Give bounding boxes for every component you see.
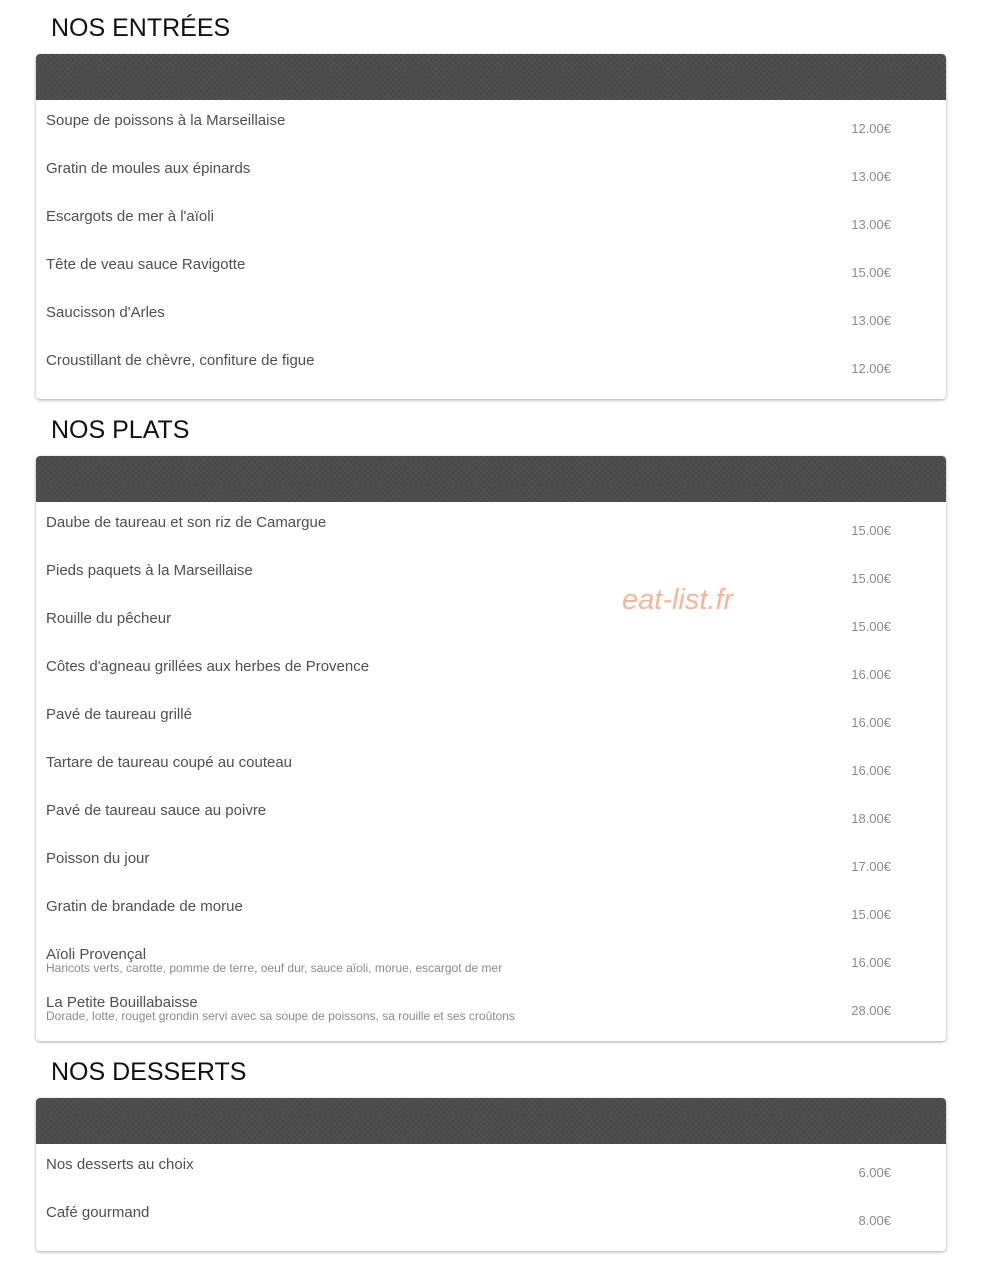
menu-item [36,244,946,292]
menu-item-name: Pavé de taureau sauce au poivre [46,802,267,819]
menu-card-desserts [36,1098,946,1251]
menu-item-name: Côtes d'agneau grillées aux herbes de Provence [46,658,370,675]
menu-item-name: Escargots de mer à l'aïoli [46,208,214,225]
menu-item [36,742,946,790]
menu-item [36,340,946,388]
menu-item-price: 15.00€ [851,523,891,538]
menu-item-name: Pieds paquets à la Marseillaise [46,562,253,579]
menu-item-price: 17.00€ [851,859,891,874]
menu-item-price: 16.00€ [851,667,891,682]
card-header-bar [36,456,946,502]
section-title-entrees: NOS ENTRÉES [51,14,231,42]
item-list-desserts [36,1144,946,1240]
menu-item [36,838,946,886]
item-list-plats [36,502,946,1030]
section-title-plats: NOS PLATS [51,416,190,444]
menu-card-entrees [36,54,946,399]
menu-item-name: Nos desserts au choix [46,1156,194,1173]
menu-item-price: 28.00€ [851,1003,891,1018]
menu-item [36,598,946,646]
menu-item-price: 13.00€ [851,169,891,184]
menu-item-price: 15.00€ [851,907,891,922]
menu-item-name: Tartare de taureau coupé au couteau [46,754,293,771]
menu-item-name: Saucisson d'Arles [46,304,165,321]
menu-item-price: 18.00€ [851,811,891,826]
menu-item [36,694,946,742]
menu-item-price: 16.00€ [851,763,891,778]
menu-item-name: Aïoli Provençal [46,946,147,963]
menu-item [36,934,946,982]
menu-item-price: 15.00€ [851,619,891,634]
menu-item-name: Poisson du jour [46,850,150,867]
menu-item-price: 16.00€ [851,955,891,970]
menu-item [36,646,946,694]
menu-item [36,1144,946,1192]
menu-item-price: 16.00€ [851,715,891,730]
menu-item-name: La Petite Bouillabaisse [46,994,198,1011]
item-list-entrees [36,100,946,388]
menu-item [36,100,946,148]
menu-item-name: Gratin de brandade de morue [46,898,243,915]
menu-item-price: 8.00€ [858,1213,891,1228]
menu-item [36,550,946,598]
menu-item-price: 13.00€ [851,217,891,232]
menu-item-name: Café gourmand [46,1204,150,1221]
menu-item [36,790,946,838]
menu-item-price: 12.00€ [851,361,891,376]
menu-item-name: Rouille du pêcheur [46,610,172,627]
menu-item [36,196,946,244]
watermark-text: eat-list.fr [622,584,734,616]
menu-item-price: 6.00€ [858,1165,891,1180]
menu-item [36,886,946,934]
menu-item [36,982,946,1030]
menu-item [36,148,946,196]
menu-item-name: Gratin de moules aux épinards [46,160,251,177]
menu-item-name: Croustillant de chèvre, confiture de figue [46,352,315,369]
menu-item-name: Tête de veau sauce Ravigotte [46,256,246,273]
menu-item-price: 12.00€ [851,121,891,136]
menu-item-price: 15.00€ [851,571,891,586]
menu-item-description: Haricots verts, carotte, pomme de terre, oeuf dur, sauce aïoli, morue, escargot de mer [46,961,503,975]
menu-item [36,502,946,550]
menu-item [36,1192,946,1240]
card-header-bar [36,54,946,100]
menu-item-name: Pavé de taureau grillé [46,706,192,723]
menu-item-name: Soupe de poissons à la Marseillaise [46,112,286,129]
menu-item-description: Dorade, lotte, rouget grondin servi avec sa soupe de poissons, sa rouille et ses croûtons [46,1009,515,1023]
menu-item-name: Daube de taureau et son riz de Camargue [46,514,327,531]
menu-item-price: 15.00€ [851,265,891,280]
section-title-desserts: NOS DESSERTS [51,1058,247,1086]
menu-card-plats [36,456,946,1041]
menu-item [36,292,946,340]
menu-item-price: 13.00€ [851,313,891,328]
card-header-bar [36,1098,946,1144]
